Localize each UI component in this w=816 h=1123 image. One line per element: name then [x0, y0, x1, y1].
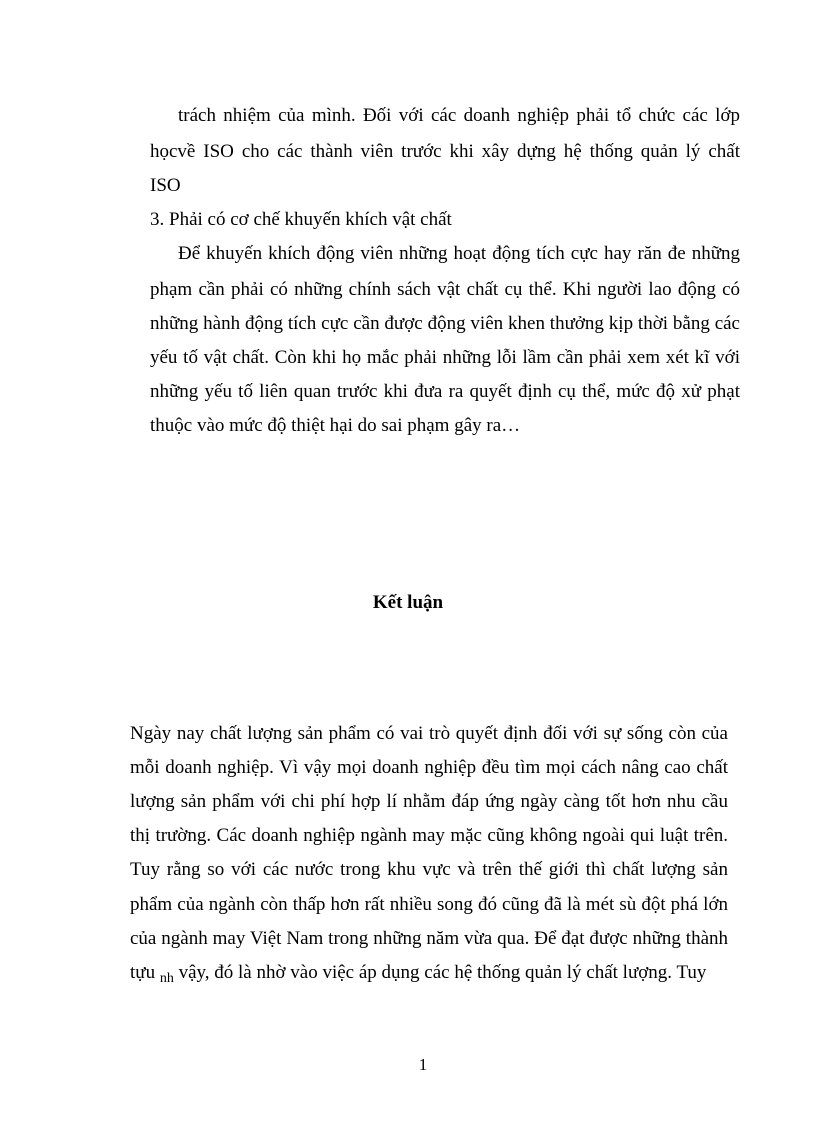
paragraph-line: của ngành may Việt Nam trong những năm vừa qua. Để đạt được những thành [130, 928, 728, 949]
paragraph-line: yếu tố vật chất. Còn khi họ mắc phải những lỗi lầm cần phải xem xét kĩ với [150, 347, 740, 368]
paragraph-line: phạm cần phải có những chính sách vật chất cụ thể. Khi người lao động có [150, 279, 740, 300]
page-number: 1 [418, 1055, 428, 1074]
paragraph-line: họcvề ISO cho các thành viên trước khi xây dựng hệ thống quản lý chất [150, 141, 740, 162]
text-fragment: tựu [130, 962, 156, 983]
paragraph-line: Tuy rằng so với các nước trong khu vực và trên thế giới thì chất lượng sản [130, 859, 728, 880]
text-fragment: vậy, đó là nhờ vào việc áp dụng các hệ thống quản lý chất lượng. Tuy [173, 962, 707, 983]
paragraph-line: thuộc vào mức độ thiệt hại do sai phạm gây ra… [150, 415, 521, 436]
paragraph-line: mỗi doanh nghiệp. Vì vậy mọi doanh nghiệp đều tìm mọi cách nâng cao chất [130, 757, 728, 778]
paragraph-line-last [130, 961, 706, 985]
paragraph-line: Để khuyến khích động viên những hoạt động tích cực hay răn đe những [178, 243, 740, 264]
paragraph-line: lượng sản phẩm với chi phí hợp lí nhằm đáp ứng ngày càng tốt hơn nhu cầu [130, 791, 728, 812]
section-heading: 3. Phải có cơ chế khuyến khích vật chất [150, 209, 452, 230]
paragraph-line: những hành động tích cực cần được động viên khen thưởng kịp thời bằng các [150, 313, 740, 334]
paragraph-line: những yếu tố liên quan trước khi đưa ra quyết định cụ thể, mức độ xử phạt [150, 381, 740, 402]
paragraph-line: thị trường. Các doanh nghiệp ngành may mặc cũng không ngoài qui luật trên. [130, 825, 728, 846]
paragraph-line: trách nhiệm của mình. Đối với các doanh nghiệp phải tổ chức các lớp [178, 105, 740, 126]
conclusion-title: Kết luận [372, 592, 444, 613]
paragraph-line: phẩm của ngành còn thấp hơn rất nhiều song đó cũng đã là mét sù đột phá lớn [130, 894, 728, 915]
text-fragment: nh [159, 971, 174, 986]
paragraph-line: Ngày nay chất lượng sản phẩm có vai trò quyết định đối với sự sống còn của [130, 723, 728, 744]
paragraph-line: ISO [150, 175, 181, 196]
